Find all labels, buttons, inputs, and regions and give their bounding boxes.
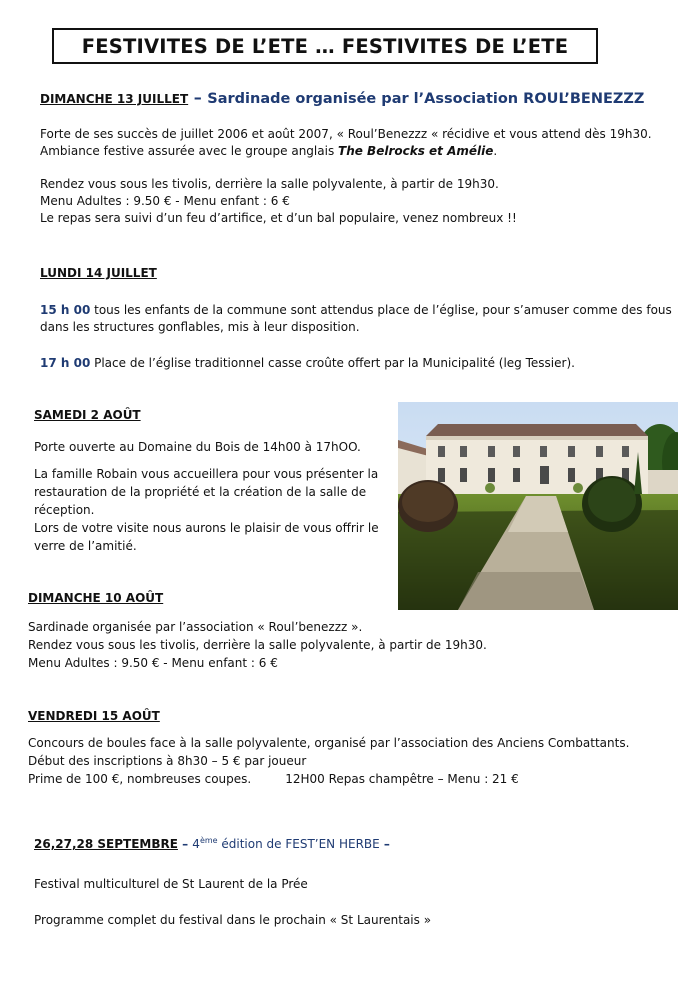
domaine-du-bois-photo xyxy=(398,402,678,610)
section-date: DIMANCHE 10 AOÛT xyxy=(28,591,164,605)
text-line: Forte de ses succès de juillet 2006 et août 2007, « Roul’Benezzz « récidive et vous attend dès 19h30. xyxy=(40,127,652,141)
text-part: . xyxy=(493,144,498,158)
time-label: 15 h 00 xyxy=(40,303,91,317)
edition-number: 4 xyxy=(192,837,200,851)
text-line: Porte ouverte au Domaine du Bois de 14h00 à 17hOO. xyxy=(34,440,361,454)
text-line: Concours de boules face à la salle polyvalente, organisé par l’association des Anciens Combattants. xyxy=(28,736,630,750)
section-septembre-header xyxy=(34,836,390,851)
separator: – xyxy=(177,837,193,851)
text-part: tous les enfants de la commune sont attendus place de l’église, pour s’amuser comme des fous xyxy=(90,303,672,317)
text-line: La famille Robain vous accueillera pour vous présenter la xyxy=(34,467,379,481)
text-line: Début des inscriptions à 8h30 – 5 € par joueur xyxy=(28,754,307,768)
text-line: réception. xyxy=(34,503,95,517)
text-line: Menu Adultes : 9.50 € - Menu enfant : 6 € xyxy=(40,194,290,208)
time-label: 17 h 00 xyxy=(40,356,91,370)
text-part: Prime de 100 €, nombreuses coupes. xyxy=(28,772,252,786)
text-part: 12H00 Repas champêtre – Menu : 21 € xyxy=(285,772,519,786)
manor-illustration xyxy=(398,402,678,610)
text-line: Lors de votre visite nous aurons le plaisir de vous offrir le xyxy=(34,521,379,535)
text-line xyxy=(28,771,519,788)
text-line: verre de l’amitié. xyxy=(34,539,137,553)
text-line: Le repas sera suivi d’un feu d’artifice, et d’un bal populaire, venez nombreux !! xyxy=(40,211,517,225)
section-date: 26,27,28 SEPTEMBRE xyxy=(34,837,178,851)
text-line xyxy=(40,143,497,160)
separator: – xyxy=(379,837,390,851)
text-line: Programme complet du festival dans le prochain « St Laurentais » xyxy=(34,913,432,927)
section-13-juillet-header xyxy=(40,88,644,107)
section-date: DIMANCHE 13 JUILLET xyxy=(40,92,189,106)
text-line: restauration de la propriété et la création de la salle de xyxy=(34,485,367,499)
text-line: Rendez vous sous les tivolis, derrière la salle polyvalente, à partir de 19h30. xyxy=(40,177,499,191)
section-date: SAMEDI 2 AOÛT xyxy=(34,408,141,422)
text-line: Festival multiculturel de St Laurent de la Prée xyxy=(34,877,308,891)
text-line: Sardinade organisée par l’association « Roul’benezzz ». xyxy=(28,620,363,634)
event-name: Sardinade organisée par l’Association ROUL’BENEZZZ xyxy=(207,91,645,107)
section-date: LUNDI 14 JUILLET xyxy=(40,266,157,280)
page-title: FESTIVITES DE L’ETE … FESTIVITES DE L’ETE xyxy=(52,28,598,64)
text-part: Place de l’église traditionnel casse croûte offert par la Municipalité (leg Tessier). xyxy=(90,356,575,370)
text-line xyxy=(40,302,672,319)
text-part: Ambiance festive assurée avec le groupe anglais xyxy=(40,144,339,158)
text-line: Rendez vous sous les tivolis, derrière la salle polyvalente, à partir de 19h30. xyxy=(28,638,487,652)
section-date: VENDREDI 15 AOÛT xyxy=(28,709,160,723)
text-line: dans les structures gonflables, mis à leur disposition. xyxy=(40,320,360,334)
separator: – xyxy=(188,88,208,107)
text-line: Menu Adultes : 9.50 € - Menu enfant : 6 € xyxy=(28,656,278,670)
event-name: édition de FEST’EN HERBE xyxy=(217,837,380,851)
edition-suffix: ème xyxy=(199,836,218,845)
text-line xyxy=(40,355,575,372)
band-name: The Belrocks et Amélie xyxy=(338,144,494,158)
